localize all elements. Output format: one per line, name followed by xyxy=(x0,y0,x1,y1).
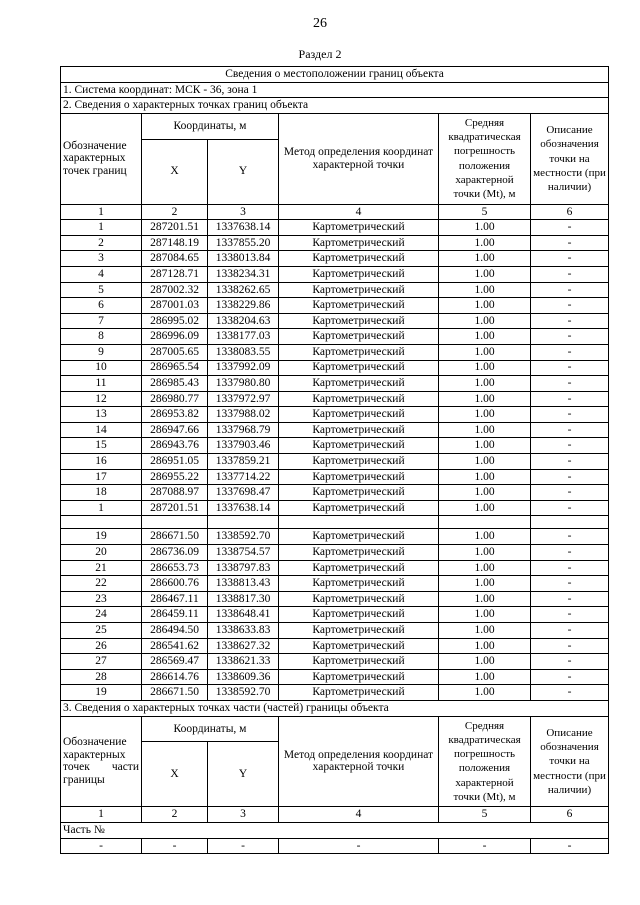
table-cell: 286600.76 xyxy=(142,576,208,592)
table-row xyxy=(61,529,609,545)
table-row xyxy=(61,469,609,485)
table-cell: 1.00 xyxy=(439,685,531,701)
table-cell: 1.00 xyxy=(439,454,531,470)
table-cell: - xyxy=(531,545,609,561)
table-cell: Картометрический xyxy=(279,235,439,251)
table-cell: 1.00 xyxy=(439,529,531,545)
table-row xyxy=(61,422,609,438)
table-cell: 1.00 xyxy=(439,654,531,670)
table-cell: 21 xyxy=(61,560,142,576)
table-cell: - xyxy=(531,407,609,423)
table-cell: Картометрический xyxy=(279,607,439,623)
table-cell: Картометрический xyxy=(279,485,439,501)
table-cell: 286541.62 xyxy=(142,638,208,654)
table-cell: 1338648.41 xyxy=(208,607,279,623)
table-cell: 1337968.79 xyxy=(208,422,279,438)
column-number-cell: 1 xyxy=(61,204,142,220)
table-cell: Картометрический xyxy=(279,591,439,607)
table-cell: 286653.73 xyxy=(142,560,208,576)
table-row xyxy=(61,454,609,470)
table-cell: 1.00 xyxy=(439,638,531,654)
table-row xyxy=(61,329,609,345)
table-row xyxy=(61,438,609,454)
table-cell: 6 xyxy=(61,298,142,314)
table-cell: 13 xyxy=(61,407,142,423)
table-cell: Картометрический xyxy=(279,529,439,545)
header-error-part: Средняя квадратическая погрешность положения характерной точки (Mt), м xyxy=(439,716,531,807)
table-cell: 286614.76 xyxy=(142,669,208,685)
table-cell: Картометрический xyxy=(279,220,439,236)
table-cell: - xyxy=(531,391,609,407)
table-cell: - xyxy=(531,500,609,516)
table-cell: 1338013.84 xyxy=(208,251,279,267)
table-cell: Картометрический xyxy=(279,344,439,360)
table-cell: 16 xyxy=(61,454,142,470)
table-cell: 287005.65 xyxy=(142,344,208,360)
part-row xyxy=(61,838,609,854)
table-cell: Картометрический xyxy=(279,298,439,314)
table-row xyxy=(61,298,609,314)
table-cell: 286985.43 xyxy=(142,376,208,392)
table-cell: 286996.09 xyxy=(142,329,208,345)
table-cell: 1.00 xyxy=(439,560,531,576)
part-row-cell: - xyxy=(279,838,439,854)
table-cell: 1.00 xyxy=(439,266,531,282)
table-cell: Картометрический xyxy=(279,438,439,454)
table-cell: 1.00 xyxy=(439,391,531,407)
table-cell: 1.00 xyxy=(439,500,531,516)
table-cell: - xyxy=(531,282,609,298)
table-row xyxy=(61,266,609,282)
column-number-cell: 5 xyxy=(439,807,531,823)
column-number-cell: 2 xyxy=(142,807,208,823)
table-cell: 1337972.97 xyxy=(208,391,279,407)
header-y: Y xyxy=(208,139,279,204)
table-cell: 15 xyxy=(61,438,142,454)
table-row xyxy=(61,344,609,360)
table-cell: 20 xyxy=(61,545,142,561)
table-cell: 1337988.02 xyxy=(208,407,279,423)
table-cell: 2 xyxy=(61,235,142,251)
table-cell: 1337859.21 xyxy=(208,454,279,470)
table-cell: 286671.50 xyxy=(142,529,208,545)
table-cell: Картометрический xyxy=(279,685,439,701)
table-cell: 24 xyxy=(61,607,142,623)
table-cell: Картометрический xyxy=(279,638,439,654)
section-title: Раздел 2 xyxy=(298,47,342,61)
column-number-cell: 3 xyxy=(208,807,279,823)
part-row-cell: - xyxy=(531,838,609,854)
blank-row xyxy=(61,516,609,529)
table-row xyxy=(61,545,609,561)
table-cell: 287201.51 xyxy=(142,220,208,236)
column-numbers-row xyxy=(61,204,609,220)
table-cell: - xyxy=(531,685,609,701)
table-cell: Картометрический xyxy=(279,454,439,470)
table-cell: 286965.54 xyxy=(142,360,208,376)
header-y-part: Y xyxy=(208,742,279,807)
table-cell: Картометрический xyxy=(279,669,439,685)
header-description-part: Описание обозначения точки на местности (при наличии) xyxy=(531,716,609,807)
table-cell: 286459.11 xyxy=(142,607,208,623)
table-cell: 10 xyxy=(61,360,142,376)
table-cell: 287201.51 xyxy=(142,500,208,516)
table-cell: 9 xyxy=(61,344,142,360)
table-cell: 28 xyxy=(61,669,142,685)
table-cell: - xyxy=(531,360,609,376)
page-number: 26 xyxy=(313,16,327,31)
table-cell: Картометрический xyxy=(279,500,439,516)
table-cell: 19 xyxy=(61,529,142,545)
table-row xyxy=(61,485,609,501)
table-cell: 1.00 xyxy=(439,469,531,485)
table-cell: 1.00 xyxy=(439,485,531,501)
table-row xyxy=(61,500,609,516)
table-cell: 27 xyxy=(61,654,142,670)
table-cell: 25 xyxy=(61,623,142,639)
table-cell: 286671.50 xyxy=(142,685,208,701)
column-number-cell: 4 xyxy=(279,807,439,823)
table-cell: 23 xyxy=(61,591,142,607)
column-number-cell: 5 xyxy=(439,204,531,220)
table-cell: 287002.32 xyxy=(142,282,208,298)
column-number-cell: 2 xyxy=(142,204,208,220)
column-number-cell: 6 xyxy=(531,807,609,823)
header-method: Метод определения координат характерной точки xyxy=(279,113,439,204)
table-row xyxy=(61,560,609,576)
table-cell: 19 xyxy=(61,685,142,701)
table-cell: - xyxy=(531,454,609,470)
table-cell: 287088.97 xyxy=(142,485,208,501)
table-cell: 1337903.46 xyxy=(208,438,279,454)
table-cell: 1337638.14 xyxy=(208,220,279,236)
table-cell: 286953.82 xyxy=(142,407,208,423)
table-cell: - xyxy=(531,235,609,251)
table-cell: - xyxy=(531,313,609,329)
table-cell: 1.00 xyxy=(439,591,531,607)
table-cell: 1.00 xyxy=(439,282,531,298)
table-cell: - xyxy=(531,266,609,282)
column-number-cell: 4 xyxy=(279,204,439,220)
header-description: Описание обозначения точки на местности (при наличии) xyxy=(531,113,609,204)
table-cell: 286943.76 xyxy=(142,438,208,454)
table-cell: 1.00 xyxy=(439,313,531,329)
table-cell: 1.00 xyxy=(439,360,531,376)
table-cell: - xyxy=(531,329,609,345)
table-cell: 287001.03 xyxy=(142,298,208,314)
table-cell: - xyxy=(531,344,609,360)
column-number-cell: 6 xyxy=(531,204,609,220)
table-cell: Картометрический xyxy=(279,282,439,298)
table-cell: 1338592.70 xyxy=(208,685,279,701)
header-x-part: X xyxy=(142,742,208,807)
section2-title: 2. Сведения о характерных точках границ объекта xyxy=(61,98,609,114)
table-cell: Картометрический xyxy=(279,266,439,282)
table-cell: 1.00 xyxy=(439,545,531,561)
table-row xyxy=(61,638,609,654)
table-cell: 286980.77 xyxy=(142,391,208,407)
table-cell: 1338813.43 xyxy=(208,576,279,592)
table-cell: 1338627.32 xyxy=(208,638,279,654)
table-cell: 1.00 xyxy=(439,576,531,592)
table-cell: 1.00 xyxy=(439,422,531,438)
table-cell: 18 xyxy=(61,485,142,501)
part-row-cell: - xyxy=(439,838,531,854)
table-cell: 1.00 xyxy=(439,251,531,267)
table-cell: - xyxy=(531,438,609,454)
table-cell: 287128.71 xyxy=(142,266,208,282)
table-cell: 287084.65 xyxy=(142,251,208,267)
table-cell: 1338797.83 xyxy=(208,560,279,576)
table-cell: 286951.05 xyxy=(142,454,208,470)
table-row xyxy=(61,220,609,236)
table-cell: 1338754.57 xyxy=(208,545,279,561)
table-cell: - xyxy=(531,251,609,267)
table-cell: 1337638.14 xyxy=(208,500,279,516)
table-cell: 286467.11 xyxy=(142,591,208,607)
table-row xyxy=(61,623,609,639)
table-cell: 286494.50 xyxy=(142,623,208,639)
table-cell: - xyxy=(531,607,609,623)
table-cell: 1337992.09 xyxy=(208,360,279,376)
table-cell: 286955.22 xyxy=(142,469,208,485)
part-label: Часть № xyxy=(61,822,609,838)
table-cell: - xyxy=(531,485,609,501)
table-cell: - xyxy=(531,376,609,392)
table-cell: - xyxy=(531,576,609,592)
table-cell: 1338083.55 xyxy=(208,344,279,360)
table-row xyxy=(61,591,609,607)
column-number-cell: 1 xyxy=(61,807,142,823)
table-cell: - xyxy=(531,560,609,576)
table-row xyxy=(61,251,609,267)
column-numbers-row-part xyxy=(61,807,609,823)
table-cell: 17 xyxy=(61,469,142,485)
table-row xyxy=(61,313,609,329)
table-cell: 7 xyxy=(61,313,142,329)
table-cell: 1338204.63 xyxy=(208,313,279,329)
table-cell: 26 xyxy=(61,638,142,654)
header-error: Средняя квадратическая погрешность положения характерной точки (Mt), м xyxy=(439,113,531,204)
table-cell: 287148.19 xyxy=(142,235,208,251)
table-cell: 1.00 xyxy=(439,407,531,423)
section3-title: 3. Сведения о характерных точках части (частей) границы объекта xyxy=(61,700,609,716)
table-cell: - xyxy=(531,469,609,485)
table-row xyxy=(61,376,609,392)
table-cell: Картометрический xyxy=(279,376,439,392)
table-cell: 1.00 xyxy=(439,438,531,454)
table-cell: 1.00 xyxy=(439,220,531,236)
table-cell: 1.00 xyxy=(439,607,531,623)
table-cell: Картометрический xyxy=(279,469,439,485)
column-number-cell: 3 xyxy=(208,204,279,220)
table-cell: 1337714.22 xyxy=(208,469,279,485)
table-cell: 1 xyxy=(61,500,142,516)
coord-system: 1. Система координат: МСК - 36, зона 1 xyxy=(61,82,609,98)
table-cell: 1337980.80 xyxy=(208,376,279,392)
boundary-points-table xyxy=(60,66,609,854)
table-cell: 1.00 xyxy=(439,376,531,392)
table-cell: 1.00 xyxy=(439,344,531,360)
table-cell: Картометрический xyxy=(279,251,439,267)
table-cell: - xyxy=(531,298,609,314)
table-cell: 286947.66 xyxy=(142,422,208,438)
table-cell: 1337855.20 xyxy=(208,235,279,251)
table-row xyxy=(61,235,609,251)
table-cell: Картометрический xyxy=(279,360,439,376)
table-cell: 1337698.47 xyxy=(208,485,279,501)
table-cell: - xyxy=(531,220,609,236)
table-cell: - xyxy=(531,654,609,670)
table-cell: - xyxy=(531,623,609,639)
table-cell: Картометрический xyxy=(279,407,439,423)
table-row xyxy=(61,391,609,407)
table-cell: 1338621.33 xyxy=(208,654,279,670)
table-cell: 1 xyxy=(61,220,142,236)
table-cell: 1.00 xyxy=(439,623,531,639)
table-row xyxy=(61,654,609,670)
part-row-cell: - xyxy=(208,838,279,854)
part-row-cell: - xyxy=(61,838,142,854)
header-designation-part: Обозначение характерных точек части границы xyxy=(61,716,142,807)
table-cell: - xyxy=(531,591,609,607)
table-cell: Картометрический xyxy=(279,654,439,670)
table-cell: Картометрический xyxy=(279,576,439,592)
header-designation: Обозначение характерных точек границ xyxy=(61,113,142,204)
table-cell: 1338234.31 xyxy=(208,266,279,282)
table-cell: - xyxy=(531,669,609,685)
table-cell: Картометрический xyxy=(279,422,439,438)
header-method-part: Метод определения координат характерной точки xyxy=(279,716,439,807)
table-cell: Картометрический xyxy=(279,623,439,639)
table-cell: 1.00 xyxy=(439,669,531,685)
table-cell: 286995.02 xyxy=(142,313,208,329)
table-cell: Картометрический xyxy=(279,329,439,345)
table-title: Сведения о местоположении границ объекта xyxy=(61,67,609,83)
table-cell: 22 xyxy=(61,576,142,592)
table-cell: 12 xyxy=(61,391,142,407)
table-cell: - xyxy=(531,529,609,545)
table-cell: 8 xyxy=(61,329,142,345)
table-row xyxy=(61,407,609,423)
table-cell: 1.00 xyxy=(439,298,531,314)
table-row xyxy=(61,282,609,298)
table-cell: 1338262.65 xyxy=(208,282,279,298)
table-row xyxy=(61,669,609,685)
table-cell: 4 xyxy=(61,266,142,282)
table-row xyxy=(61,360,609,376)
table-cell: - xyxy=(531,422,609,438)
table-cell: 3 xyxy=(61,251,142,267)
table-cell: 1338592.70 xyxy=(208,529,279,545)
table-row xyxy=(61,685,609,701)
table-cell: 1338633.83 xyxy=(208,623,279,639)
header-coordinates-part: Координаты, м xyxy=(142,716,279,742)
table-cell: 1.00 xyxy=(439,329,531,345)
table-cell: Картометрический xyxy=(279,545,439,561)
table-cell: 1338609.36 xyxy=(208,669,279,685)
table-cell: 286736.09 xyxy=(142,545,208,561)
table-cell: 14 xyxy=(61,422,142,438)
table-row xyxy=(61,607,609,623)
table-cell: 1338229.86 xyxy=(208,298,279,314)
table-cell: 5 xyxy=(61,282,142,298)
table-row xyxy=(61,576,609,592)
table-cell: 1.00 xyxy=(439,235,531,251)
table-cell: 11 xyxy=(61,376,142,392)
table-cell: Картометрический xyxy=(279,560,439,576)
header-x: X xyxy=(142,139,208,204)
header-coordinates: Координаты, м xyxy=(142,113,279,139)
table-cell: Картометрический xyxy=(279,313,439,329)
table-cell: 286569.47 xyxy=(142,654,208,670)
table-cell: 1338817.30 xyxy=(208,591,279,607)
table-cell: - xyxy=(531,638,609,654)
table-cell: 1338177.03 xyxy=(208,329,279,345)
part-row-cell: - xyxy=(142,838,208,854)
table-cell: Картометрический xyxy=(279,391,439,407)
